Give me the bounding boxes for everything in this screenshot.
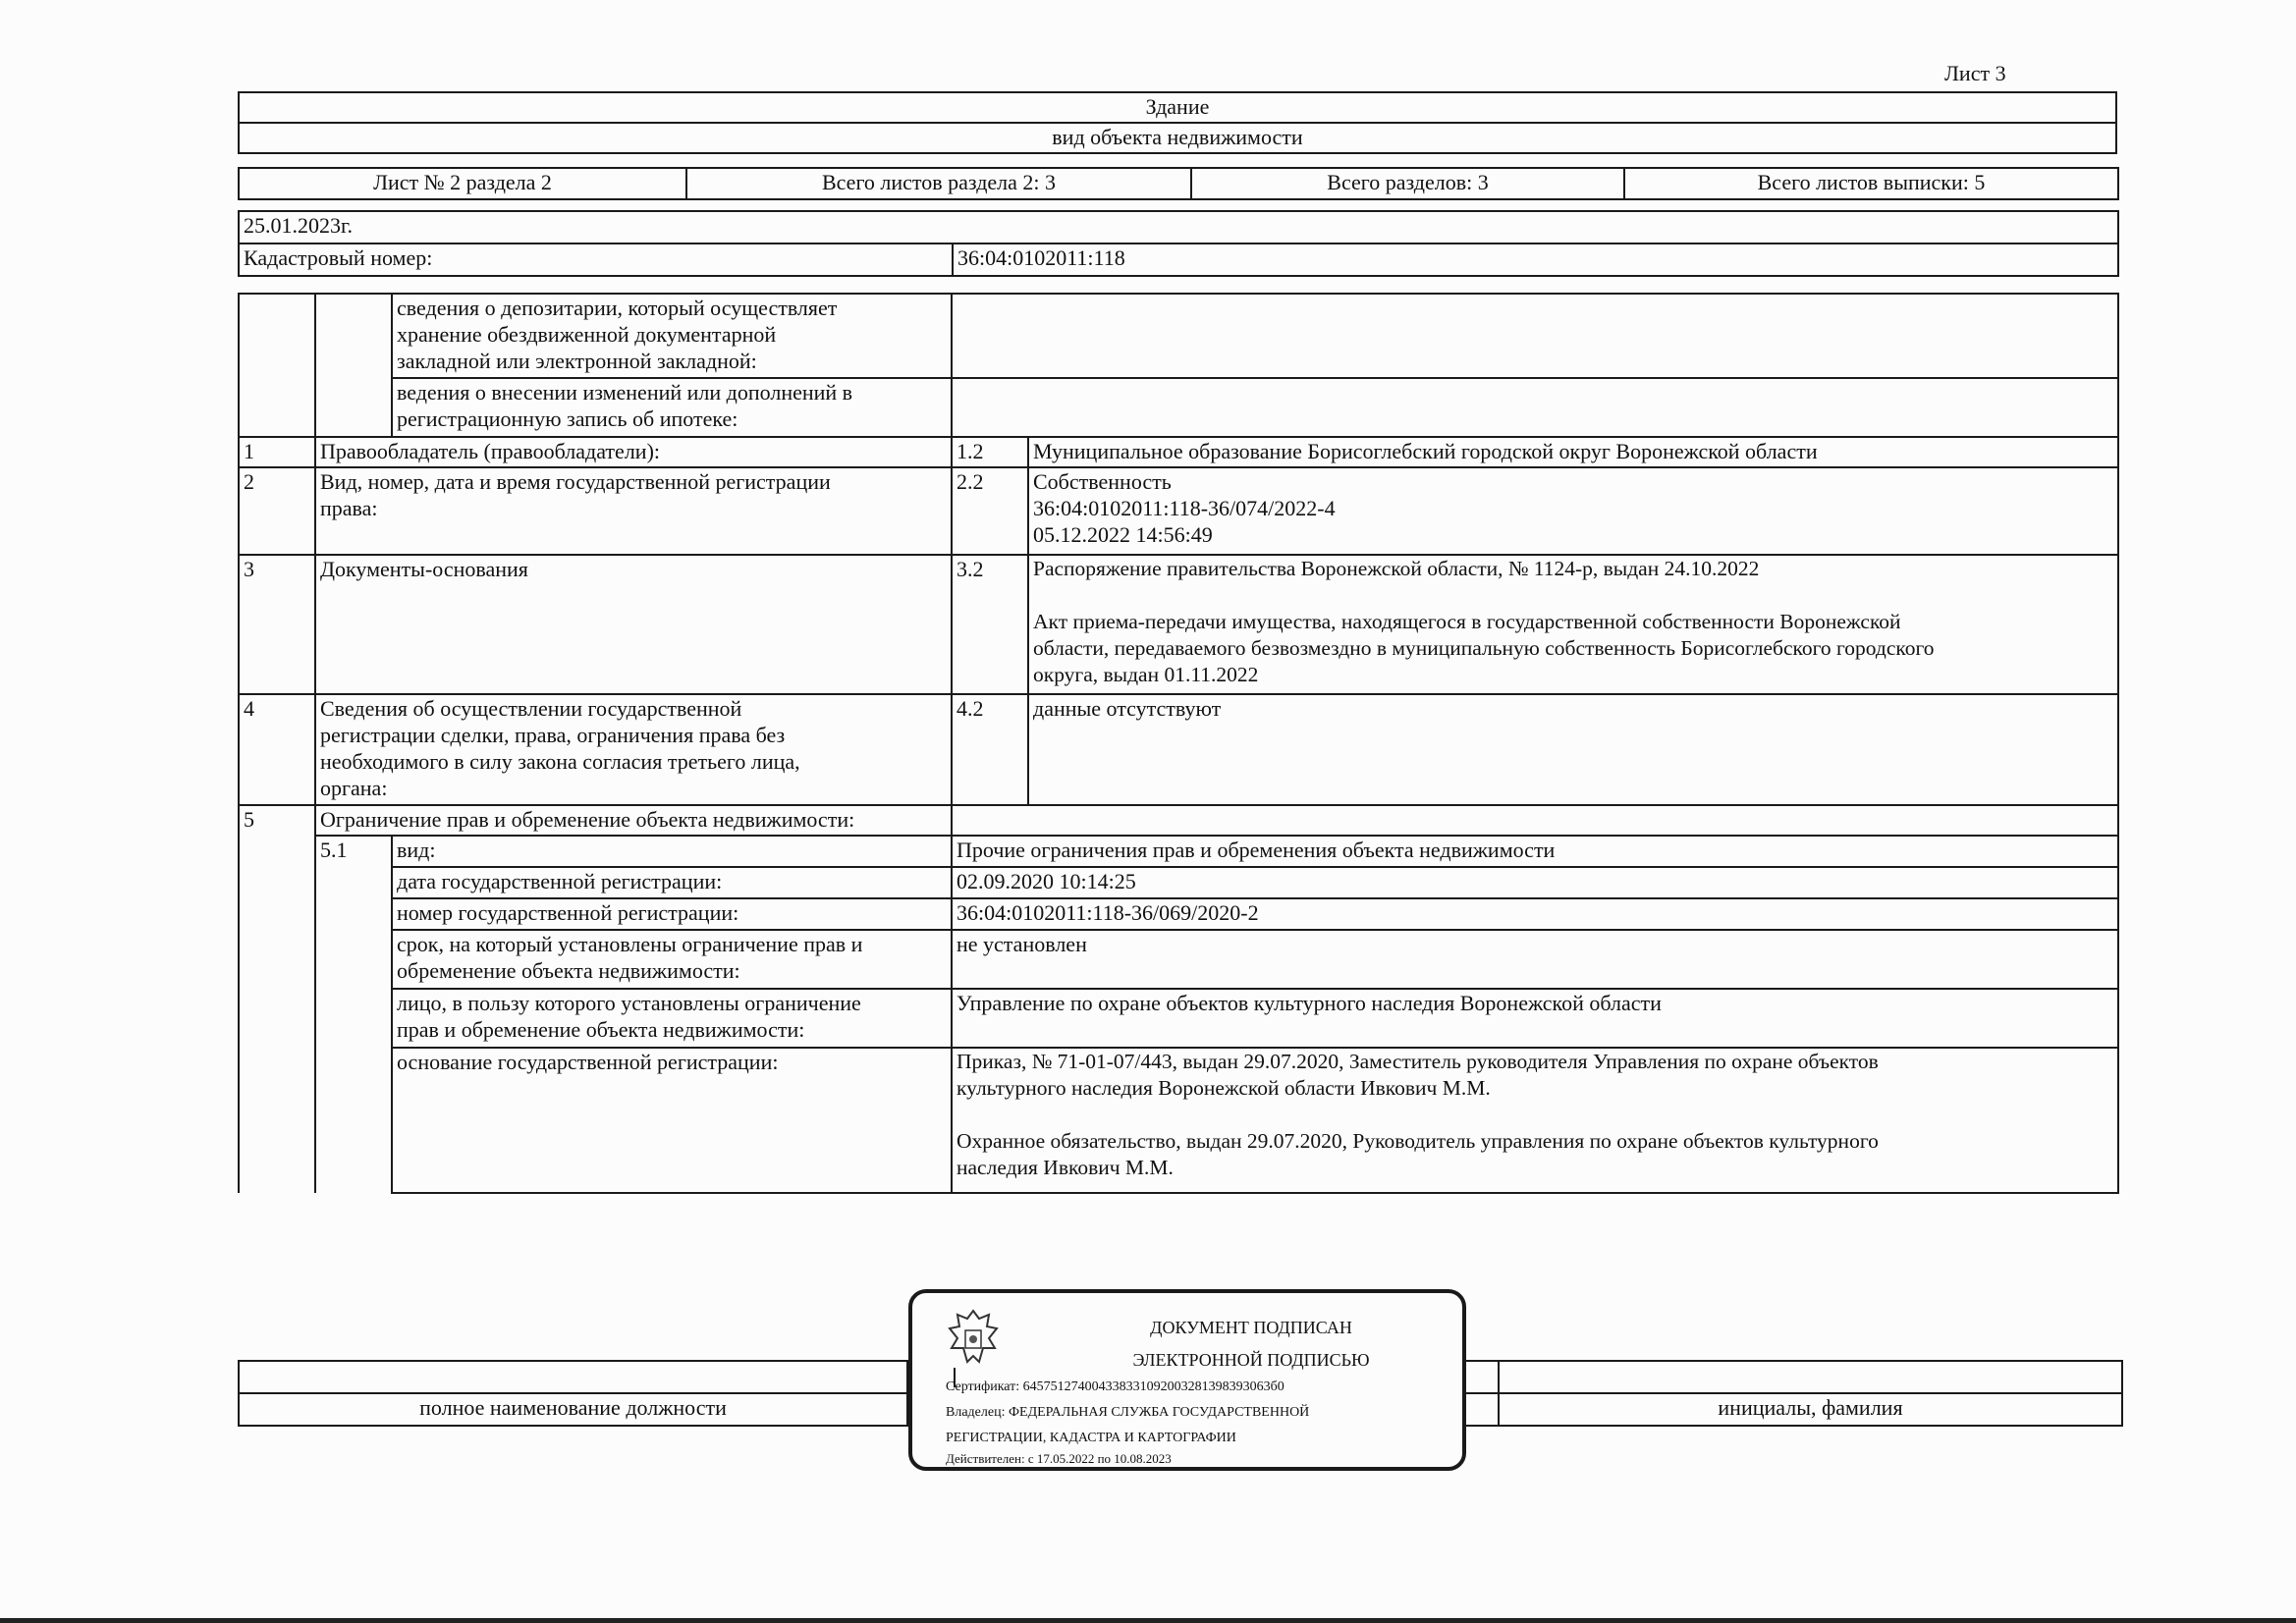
- e-signature-stamp: [908, 1289, 1466, 1471]
- cell-empty: [239, 294, 315, 437]
- validity-period: Действителен: с 17.05.2022 по 10.08.2023: [946, 1451, 1172, 1466]
- object-kind-caption: вид объекта недвижимости: [239, 123, 2116, 153]
- row-value: Муниципальное образование Борисоглебский городской округ Воронежской области: [1028, 437, 2118, 467]
- row-label: Правообладатель (правообладатели):: [315, 437, 952, 467]
- restriction-value: Прочие ограничения прав и обременения объекта недвижимости: [952, 836, 2118, 867]
- name-field: [1499, 1361, 2122, 1393]
- row-subnumber: 1.2: [952, 437, 1028, 467]
- restriction-label: лицо, в пользу которого установлены ограничение прав и обременение объекта недвижимости:: [392, 989, 952, 1048]
- depositary-value: [952, 294, 2118, 378]
- restriction-value: 36:04:0102011:118-36/069/2020-2: [952, 898, 2118, 930]
- eagle-emblem-icon: [944, 1307, 1003, 1372]
- mortgage-changes-label: ведения о внесении изменений или дополнений в регистрационную запись об ипотеке:: [392, 378, 952, 437]
- position-caption: полное наименование должности: [239, 1393, 907, 1426]
- row-number: 2: [239, 467, 315, 555]
- section-sheets-total: Всего листов раздела 2: 3: [686, 168, 1191, 199]
- row-label: Вид, номер, дата и время государственной регистрации права:: [315, 467, 952, 555]
- cadastral-label: Кадастровый номер:: [239, 243, 953, 276]
- row-number: 3: [239, 555, 315, 694]
- extract-date: 25.01.2023г.: [239, 211, 2118, 243]
- stamp-title-line2: ЭЛЕКТРОННОЙ ПОДПИСЬЮ: [1132, 1350, 1370, 1370]
- restriction-value: не установлен: [952, 930, 2118, 989]
- restriction-label: номер государственной регистрации:: [392, 898, 952, 930]
- stamp-title-line1: ДОКУМЕНТ ПОДПИСАН: [1150, 1318, 1352, 1337]
- depositary-label: сведения о депозитарии, который осуществляет хранение обездвиженной документарной закладной или электронной закладной:: [392, 294, 952, 378]
- certificate-number: Сертификат: 645751274004338331092003281398393063б0: [946, 1380, 1285, 1394]
- object-type: Здание: [239, 92, 2116, 123]
- row-value: данные отсутствуют: [1028, 694, 2118, 805]
- row-number: 1: [239, 437, 315, 467]
- row-number: 5: [239, 805, 315, 1193]
- row-subnumber: 2.2: [952, 467, 1028, 555]
- row-number: 4: [239, 694, 315, 805]
- row-value: [952, 805, 2118, 836]
- restriction-label: срок, на который установлены ограничение прав и обременение объекта недвижимости:: [392, 930, 952, 989]
- restriction-label: основание государственной регистрации:: [392, 1048, 952, 1193]
- cadastral-number: 36:04:0102011:118: [953, 243, 2118, 276]
- stamp-owner-line2: РЕГИСТРАЦИИ, КАДАСТРА И КАРТОГРАФИИ: [946, 1431, 1236, 1445]
- scan-edge: [0, 1618, 2296, 1623]
- extract-sheets-total: Всего листов выписки: 5: [1624, 168, 2118, 199]
- mortgage-changes-value: [952, 378, 2118, 437]
- row-label: Ограничение прав и обременение объекта недвижимости:: [315, 805, 952, 836]
- sheet-of-section: Лист № 2 раздела 2: [239, 168, 686, 199]
- stamp-owner-line1: Владелец: ФЕДЕРАЛЬНАЯ СЛУЖБА ГОСУДАРСТВЕННОЙ: [946, 1405, 1310, 1420]
- row-value: Собственность 36:04:0102011:118-36/074/2022-4 05.12.2022 14:56:49: [1028, 467, 2118, 555]
- row-value: Распоряжение правительства Воронежской области, № 1124-р, выдан 24.10.2022 Акт приема-передачи имущества, находящегося в государственной собственности Воронежской области, передаваемого безвозмездно в муниципальную собственность Борисоглебского городского округа, выдан 01.11.2022: [1028, 555, 2118, 694]
- sheets-info: [238, 167, 2119, 200]
- restriction-value: Управление по охране объектов культурного наследия Воронежской области: [952, 989, 2118, 1048]
- row-subnumber: 5.1: [315, 836, 392, 1193]
- row-label: Сведения об осуществлении государственной регистрации сделки, права, ограничения права без необходимого в силу закона согласия третьего лица, органа:: [315, 694, 952, 805]
- cell-empty: [315, 294, 392, 437]
- row-subnumber: 3.2: [952, 555, 1028, 694]
- object-header: [238, 91, 2117, 154]
- restriction-value: Приказ, № 71-01-07/443, выдан 29.07.2020, Заместитель руководителя Управления по охране объектов культурного наследия Воронежской области Ивкович М.М. Охранное обязательство, выдан 29.07.2020, Руководитель управления по охране объектов культурного наследия Ивкович М.М.: [952, 1048, 2118, 1193]
- sheet-number: Лист 3: [1944, 61, 2006, 85]
- row-label: Документы-основания: [315, 555, 952, 694]
- restriction-value: 02.09.2020 10:14:25: [952, 867, 2118, 898]
- restriction-label: вид:: [392, 836, 952, 867]
- position-field: [239, 1361, 907, 1393]
- name-caption: инициалы, фамилия: [1499, 1393, 2122, 1426]
- restriction-label: дата государственной регистрации:: [392, 867, 952, 898]
- row-subnumber: 4.2: [952, 694, 1028, 805]
- date-cadastral-block: [238, 210, 2119, 277]
- sections-total: Всего разделов: 3: [1191, 168, 1624, 199]
- rights-table: [238, 293, 2119, 1194]
